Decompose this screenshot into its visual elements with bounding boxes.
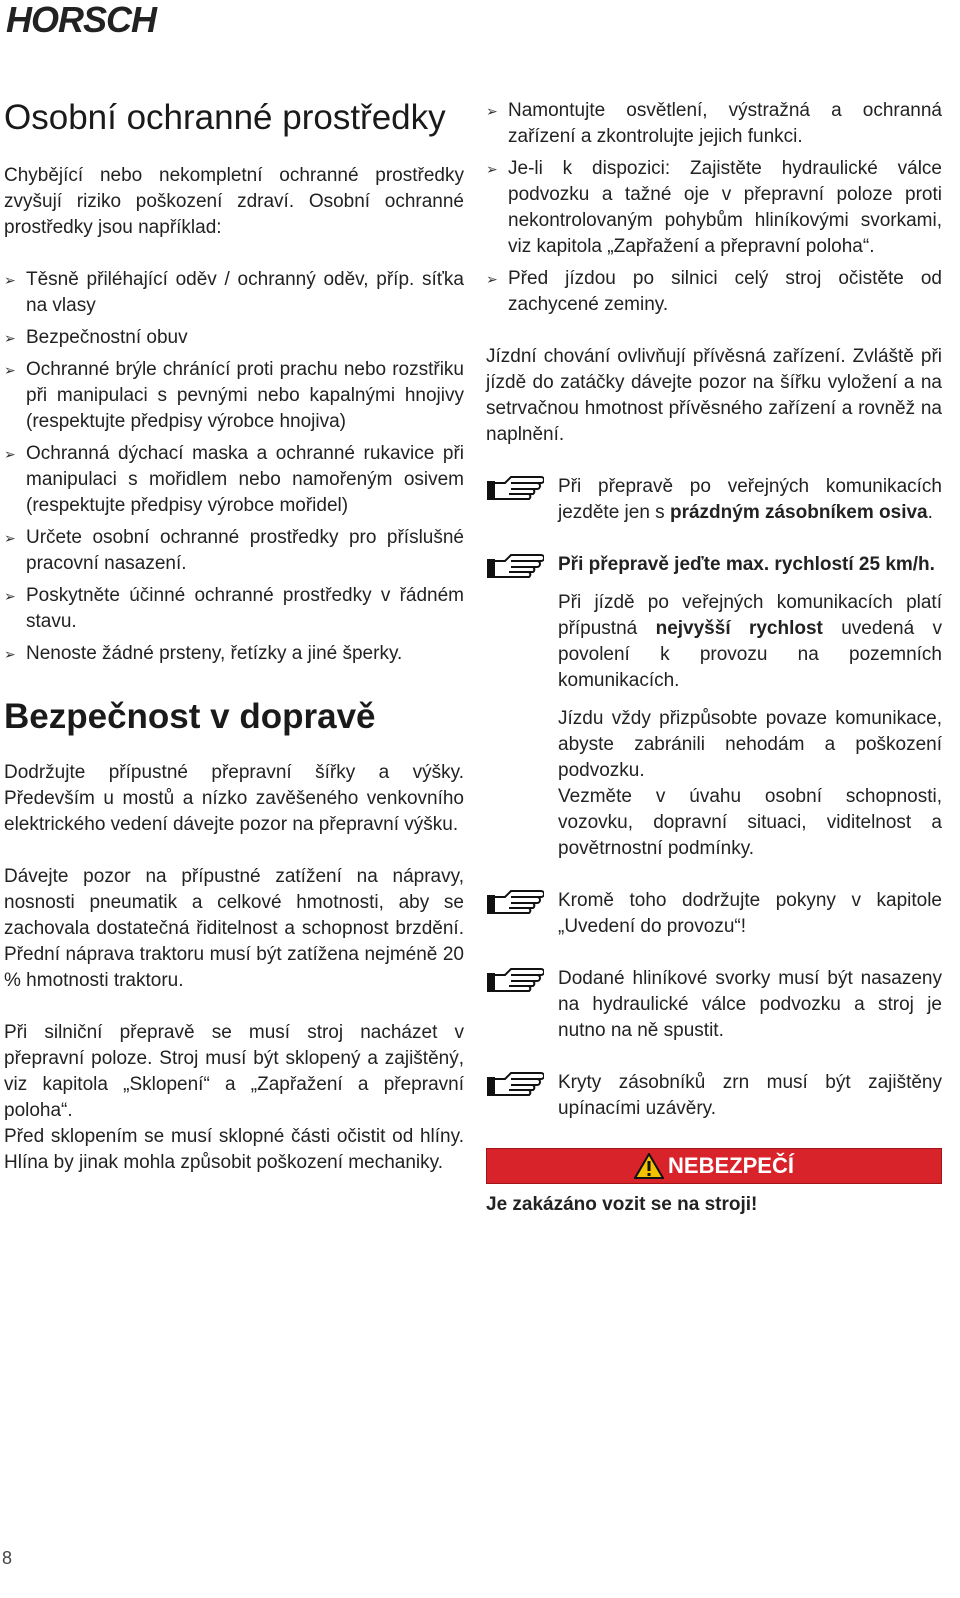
list-item: ➢ Před jízdou po silnici celý stroj očistěte od zachycené zeminy. xyxy=(486,268,942,315)
arrow-bullet-icon: ➢ xyxy=(4,272,16,288)
note-speed-limit: Při přepravě jeďte max. rychlostí 25 km/h. Při jízdě po veřejných komunikacích platí přípustná nejvyšší rychlost uvedená v povolení k provozu na pozemních komunikacích. Jízdu vždy přizpůsobte povaze komunikace, abyste zabránili nehodám a poškození podvozku. Vezměte v úvahu osobní schopnosti, vozovku, dopravní situaci, viditelnost a povětrnostní podmínky. xyxy=(486,552,942,862)
list-item: ➢ Určete osobní ochranné prostředky pro příslušné pracovní nasazení. xyxy=(4,527,464,574)
traffic-paragraph-4: Před sklopením se musí sklopné části očistit od hlíny. Hlína by jinak mohla způsobit poškození mechaniky. xyxy=(4,1126,464,1173)
pointing-hand-icon xyxy=(486,474,544,502)
arrow-bullet-icon: ➢ xyxy=(4,588,16,604)
trailer-paragraph: Jízdní chování ovlivňují přívěsná zařízení. Zvláště při jízdě do zatáčky dávejte pozor na šířku vyložení a na setrvačnou hmotnost přívěsného zařízení a rovněž na naplnění. xyxy=(486,346,942,445)
list-item: ➢ Ochranná dýchací maska a ochranné rukavice při manipulaci s mořidlem nebo namořeným osivem (respektujte předpisy výrobce mořidel) xyxy=(4,443,464,516)
list-item: ➢ Je-li k dispozici: Zajistěte hydraulické válce podvozku a tažné oje v přepravní poloze proti nekontrolovaným pohybům hliníkovými svorkami, viz kapitola „Zapřažení a přepravní poloha“. xyxy=(486,158,942,257)
section-title-traffic: Bezpečnost v dopravě xyxy=(4,697,376,736)
transport-list xyxy=(486,98,942,318)
pointing-hand-icon xyxy=(486,966,544,994)
list-item: ➢ Namontujte osvětlení, výstražná a ochranná zařízení a zkontrolujte jejich funkci. xyxy=(486,100,942,147)
pointing-hand-icon xyxy=(486,888,544,916)
danger-label: NEBEZPEČÍ xyxy=(668,1153,794,1178)
arrow-bullet-icon: ➢ xyxy=(4,446,16,462)
section-title-ppe: Osobní ochranné prostředky xyxy=(4,98,446,137)
list-item: ➢ Těsně přiléhající oděv / ochranný oděv, příp. síťka na vlasy xyxy=(4,269,464,316)
traffic-paragraph-2: Dávejte pozor na přípustné zatížení na nápravy, nosnosti pneumatik a celkové hmotnosti, aby se zachovala dostatečná řiditelnost a schopnost brzdění. Přední náprava traktoru musí být zatížena nejméně 20 % hmotnosti traktoru. xyxy=(4,866,464,991)
logo-text: HORSCH xyxy=(6,4,157,36)
danger-text: Je zakázáno vozit se na stroji! xyxy=(486,1194,758,1215)
list-item: ➢ Poskytněte účinné ochranné prostředky v řádném stavu. xyxy=(4,585,464,632)
ppe-list xyxy=(4,267,464,667)
traffic-paragraph-1: Dodržujte přípustné přepravní šířky a výšky. Především u mostů a nízko zavěšeného venkovního elektrického vedení dávejte pozor na přepravní výšku. xyxy=(4,762,464,835)
note-clamps: Dodané hliníkové svorky musí být nasazeny na hydraulické válce podvozku a stroj je nutno na ně spustit. xyxy=(486,966,942,1044)
arrow-bullet-icon: ➢ xyxy=(4,362,16,378)
arrow-bullet-icon: ➢ xyxy=(486,103,498,119)
arrow-bullet-icon: ➢ xyxy=(4,330,16,346)
right-column xyxy=(486,98,942,1218)
note-hopper-covers: Kryty zásobníků zrn musí být zajištěny upínacími uzávěry. xyxy=(486,1070,942,1122)
list-item: ➢ Ochranné brýle chránící proti prachu nebo rozstřiku při manipulaci s pevnými nebo kapalnými hnojivy (respektujte předpisy výrobce hnojiva) xyxy=(4,359,464,432)
list-item: ➢ Nenoste žádné prsteny, řetízky a jiné šperky. xyxy=(4,641,464,667)
ppe-intro: Chybějící nebo nekompletní ochranné prostředky zvyšují riziko poškození zdraví. Osobní ochranné prostředky jsou například: xyxy=(4,165,464,238)
arrow-bullet-icon: ➢ xyxy=(486,161,498,177)
horsch-logo xyxy=(4,4,212,36)
pointing-hand-icon xyxy=(486,552,544,580)
list-item: ➢ Bezpečnostní obuv xyxy=(4,325,464,351)
traffic-paragraph-3: Při silniční přepravě se musí stroj nacházet v přepravní poloze. Stroj musí být sklopený a zajištěný, viz kapitola „Sklopení“ a „Zapřažení a přepravní poloha“. xyxy=(4,1022,464,1121)
note-commissioning: Kromě toho dodržujte pokyny v kapitole „Uvedení do provozu“! xyxy=(486,888,942,940)
left-column xyxy=(4,96,464,1202)
arrow-bullet-icon: ➢ xyxy=(4,646,16,662)
arrow-bullet-icon: ➢ xyxy=(486,271,498,287)
arrow-bullet-icon: ➢ xyxy=(4,530,16,546)
page-number: 8 xyxy=(2,1548,13,1568)
warning-triangle-icon xyxy=(634,1153,664,1179)
pointing-hand-icon xyxy=(486,1070,544,1098)
danger-banner xyxy=(486,1148,942,1184)
note-empty-hopper: Při přepravě po veřejných komunikacích jezděte jen s prázdným zásobníkem osiva. xyxy=(486,474,942,526)
